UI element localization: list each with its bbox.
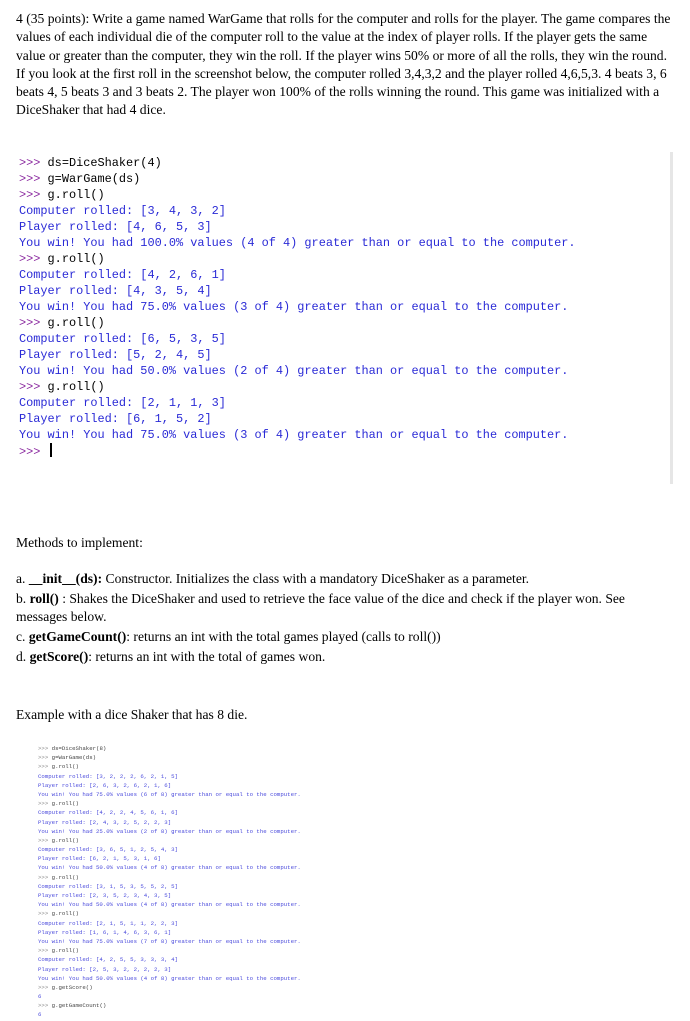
example-shell-screenshot — [38, 744, 378, 1019]
problem-paragraph-2: If you look at the first roll in the screenshot below, the computer rolled 3,4,3,2 and the player rolled 4,6,5,3. 4 beats 3, 6 beats 4, 5 beats 3 and 3 beats 2. The player won 100% of the rolls winning the round. This game was initialized with a DiceShaker that had 4 dice. — [16, 65, 667, 118]
shell-output-line — [38, 900, 378, 909]
shell-output-line — [38, 965, 378, 974]
shell-output-line — [38, 845, 378, 854]
method-item-get-score — [16, 648, 671, 666]
shell-output-line — [38, 790, 378, 799]
text-cursor — [50, 443, 52, 457]
shell-output-line — [38, 882, 378, 891]
shell-output-line — [38, 891, 378, 900]
shell-output-line — [19, 411, 670, 427]
shell-command-line — [38, 1001, 378, 1010]
example-heading: Example with a dice Shaker that has 8 die. — [16, 707, 248, 722]
shell-line-text: Player rolled: [6, 2, 1, 5, 3, 1, 6] — [38, 855, 161, 863]
shell-prompt: >>> — [19, 252, 48, 266]
problem-paragraph-1: 4 (35 points): Write a game named WarGame that rolls for the computer and rolls for the player. The game compares the values of each individual die of the computer roll to the value at the index of player rolls. If the player gets the same value or greater than the computer, they win the roll. If the player wins 50% or more of all the rolls, they win the round. — [16, 11, 671, 63]
shell-line-text: Computer rolled: [3, 6, 5, 1, 2, 5, 4, 3] — [38, 846, 178, 854]
method-item-get-game-count — [16, 628, 671, 646]
shell-line-text: Player rolled: [6, 1, 5, 2] — [19, 412, 212, 426]
shell-prompt: >>> — [19, 316, 48, 330]
method-prefix: b. — [16, 590, 30, 606]
shell-command-line — [19, 315, 670, 331]
shell-prompt: >>> — [19, 172, 48, 186]
shell-line-text: You win! You had 100.0% values (4 of 4) greater than or equal to the computer. — [19, 236, 576, 250]
method-prefix: d. — [16, 648, 30, 664]
shell-prompt: >>> — [38, 754, 52, 762]
shell-command-line — [38, 836, 378, 845]
shell-prompt: >>> — [38, 947, 52, 955]
shell-line-text: g.roll() — [47, 252, 105, 266]
shell-line-text: g.getScore() — [51, 983, 93, 991]
shell-line-text: You win! You had 50.0% values (4 of 8) greater than or equal to the computer. — [38, 864, 301, 872]
shell-line-text: Computer rolled: [4, 2, 6, 1] — [19, 268, 226, 282]
shell-output-line — [38, 863, 378, 872]
shell-output-line — [38, 937, 378, 946]
shell-line-text: You win! You had 50.0% values (4 of 8) greater than or equal to the computer. — [38, 901, 301, 909]
shell-output-line — [38, 781, 378, 790]
shell-prompt: >>> — [38, 745, 52, 752]
method-name: roll() — [29, 590, 59, 606]
method-description: : Shakes the DiceShaker and used to retrieve the face value of the dice and check if the player won. See messages below. — [16, 590, 625, 625]
problem-description — [16, 10, 671, 120]
shell-line-text: Player rolled: [2, 3, 5, 2, 3, 4, 3, 5] — [38, 892, 172, 899]
shell-line-text: Computer rolled: [2, 1, 1, 3] — [19, 396, 226, 410]
shell-output — [15, 152, 670, 459]
shell-line-text: You win! You had 25.0% values (2 of 8) greater than or equal to the computer. — [38, 827, 301, 835]
shell-prompt: >>> — [38, 763, 52, 771]
shell-line-text: You win! You had 75.0% values (3 of 4) greater than or equal to the computer. — [19, 428, 569, 442]
shell-line-text: g.roll() — [47, 188, 105, 202]
method-prefix: c. — [16, 628, 29, 644]
shell-command-line — [19, 251, 670, 267]
shell-line-text: Computer rolled: [4, 2, 2, 4, 5, 6, 1, 6] — [38, 809, 178, 817]
shell-line-text: g.roll() — [51, 800, 79, 808]
shell-output-line — [19, 299, 670, 315]
methods-heading: Methods to implement: — [16, 535, 143, 550]
shell-command-line — [38, 946, 378, 955]
shell-line-text: g.roll() — [51, 947, 79, 955]
shell-line-text: g=WarGame(ds) — [51, 754, 97, 762]
method-description: : returns an int with the total games played (calls to roll()) — [126, 628, 441, 644]
shell-output-line — [38, 808, 378, 817]
shell-line-text: g.roll() — [51, 910, 79, 918]
shell-command-line — [19, 187, 670, 203]
shell-command-line — [38, 983, 378, 992]
shell-output-line — [38, 928, 378, 937]
shell-output-line — [38, 854, 378, 863]
method-item-init — [16, 570, 671, 588]
shell-line-text: Player rolled: [4, 3, 5, 4] — [19, 284, 212, 298]
shell-command-line — [19, 155, 670, 171]
shell-line-text: You win! You had 75.0% values (7 of 8) greater than or equal to the computer. — [38, 937, 301, 945]
shell-line-text: g.roll() — [47, 380, 105, 394]
shell-output-line — [38, 818, 378, 827]
shell-prompt: >>> — [38, 836, 52, 844]
example-shell-output — [38, 744, 378, 1020]
shell-output-line — [19, 235, 670, 251]
shell-line-text: Computer rolled: [6, 5, 3, 5] — [19, 332, 226, 346]
shell-command-line — [19, 171, 670, 187]
shell-line-text: You win! You had 75.0% values (3 of 4) greater than or equal to the computer. — [19, 300, 569, 314]
shell-line-text: ds=DiceShaker(4) — [47, 156, 162, 170]
shell-output-line — [19, 283, 670, 299]
shell-line-text: Computer rolled: [3, 4, 3, 2] — [19, 204, 226, 218]
shell-prompt: >>> — [19, 156, 48, 170]
python-shell-screenshot — [15, 152, 673, 484]
shell-output-line — [38, 974, 378, 983]
shell-command-line — [38, 873, 378, 882]
shell-line-text: Player rolled: [2, 5, 3, 2, 2, 2, 2, 3] — [38, 965, 172, 973]
shell-command-line — [38, 762, 378, 771]
shell-output-line — [19, 347, 670, 363]
shell-command-line — [19, 379, 670, 395]
shell-line-text: Computer rolled: [3, 2, 2, 2, 6, 2, 1, 5] — [38, 772, 178, 780]
shell-line-text: g=WarGame(ds) — [47, 172, 141, 186]
shell-line-text: Computer rolled: [3, 1, 5, 3, 5, 5, 2, 5] — [38, 882, 178, 890]
shell-output-line — [19, 331, 670, 347]
shell-output-line — [38, 919, 378, 928]
shell-prompt: >>> — [19, 445, 48, 459]
method-description: Constructor. Initializes the class with a mandatory DiceShaker as a parameter. — [102, 571, 530, 586]
shell-output-line — [19, 203, 670, 219]
shell-prompt: >>> — [19, 188, 48, 202]
shell-line-text: g.roll() — [47, 316, 105, 330]
shell-line-text: You win! You had 50.0% values (4 of 8) greater than or equal to the computer. — [38, 974, 301, 982]
method-name: __init__(ds): — [28, 571, 103, 586]
shell-line-text: g.roll() — [51, 763, 79, 771]
shell-line-text: Player rolled: [1, 6, 1, 4, 6, 3, 6, 1] — [38, 928, 172, 936]
shell-line-text: You win! You had 75.0% values (6 of 8) greater than or equal to the computer. — [38, 790, 301, 798]
shell-command-line — [38, 799, 378, 808]
shell-output-line — [38, 955, 378, 964]
shell-output-line — [38, 992, 378, 1001]
shell-prompt: >>> — [38, 1002, 52, 1010]
shell-line-text: 6 — [38, 1011, 42, 1019]
shell-line-text: Player rolled: [5, 2, 4, 5] — [19, 348, 212, 362]
shell-line-text: You win! You had 50.0% values (2 of 4) greater than or equal to the computer. — [19, 364, 569, 378]
method-item-roll — [16, 590, 671, 627]
shell-prompt: >>> — [19, 380, 48, 394]
shell-output-line — [19, 427, 670, 443]
method-description: : returns an int with the total of games won. — [88, 648, 326, 664]
shell-prompt: >>> — [38, 800, 52, 808]
shell-command-line — [38, 909, 378, 918]
shell-line-text: Player rolled: [4, 6, 5, 3] — [19, 220, 212, 234]
method-prefix: a. — [16, 571, 29, 586]
methods-list — [16, 570, 671, 667]
shell-command-line — [38, 744, 378, 753]
shell-output-line — [38, 1010, 378, 1019]
shell-prompt: >>> — [38, 910, 52, 918]
shell-line-text: Computer rolled: [2, 1, 5, 1, 1, 2, 2, 3] — [38, 919, 178, 927]
shell-command-line — [38, 753, 378, 762]
shell-line-text: g.roll() — [51, 873, 79, 881]
shell-line-text: Player rolled: [2, 4, 3, 2, 5, 2, 2, 3] — [38, 818, 172, 826]
method-name: getGameCount() — [28, 628, 127, 644]
shell-input-line[interactable] — [19, 443, 670, 459]
shell-line-text: Computer rolled: [4, 2, 5, 5, 3, 3, 3, 4] — [38, 956, 178, 964]
shell-output-line — [19, 219, 670, 235]
shell-line-text: Player rolled: [2, 6, 3, 2, 6, 2, 1, 6] — [38, 781, 172, 789]
shell-output-line — [38, 827, 378, 836]
shell-line-text: 6 — [38, 993, 42, 1001]
shell-output-line — [19, 267, 670, 283]
shell-line-text: g.getGameCount() — [51, 1002, 107, 1010]
shell-output-line — [19, 363, 670, 379]
method-name: getScore() — [29, 648, 89, 664]
shell-output-line — [38, 772, 378, 781]
shell-prompt: >>> — [38, 983, 52, 991]
shell-output-line — [19, 395, 670, 411]
shell-prompt: >>> — [38, 873, 52, 881]
shell-line-text: ds=DiceShaker(8) — [51, 745, 107, 752]
shell-line-text: g.roll() — [51, 836, 79, 844]
